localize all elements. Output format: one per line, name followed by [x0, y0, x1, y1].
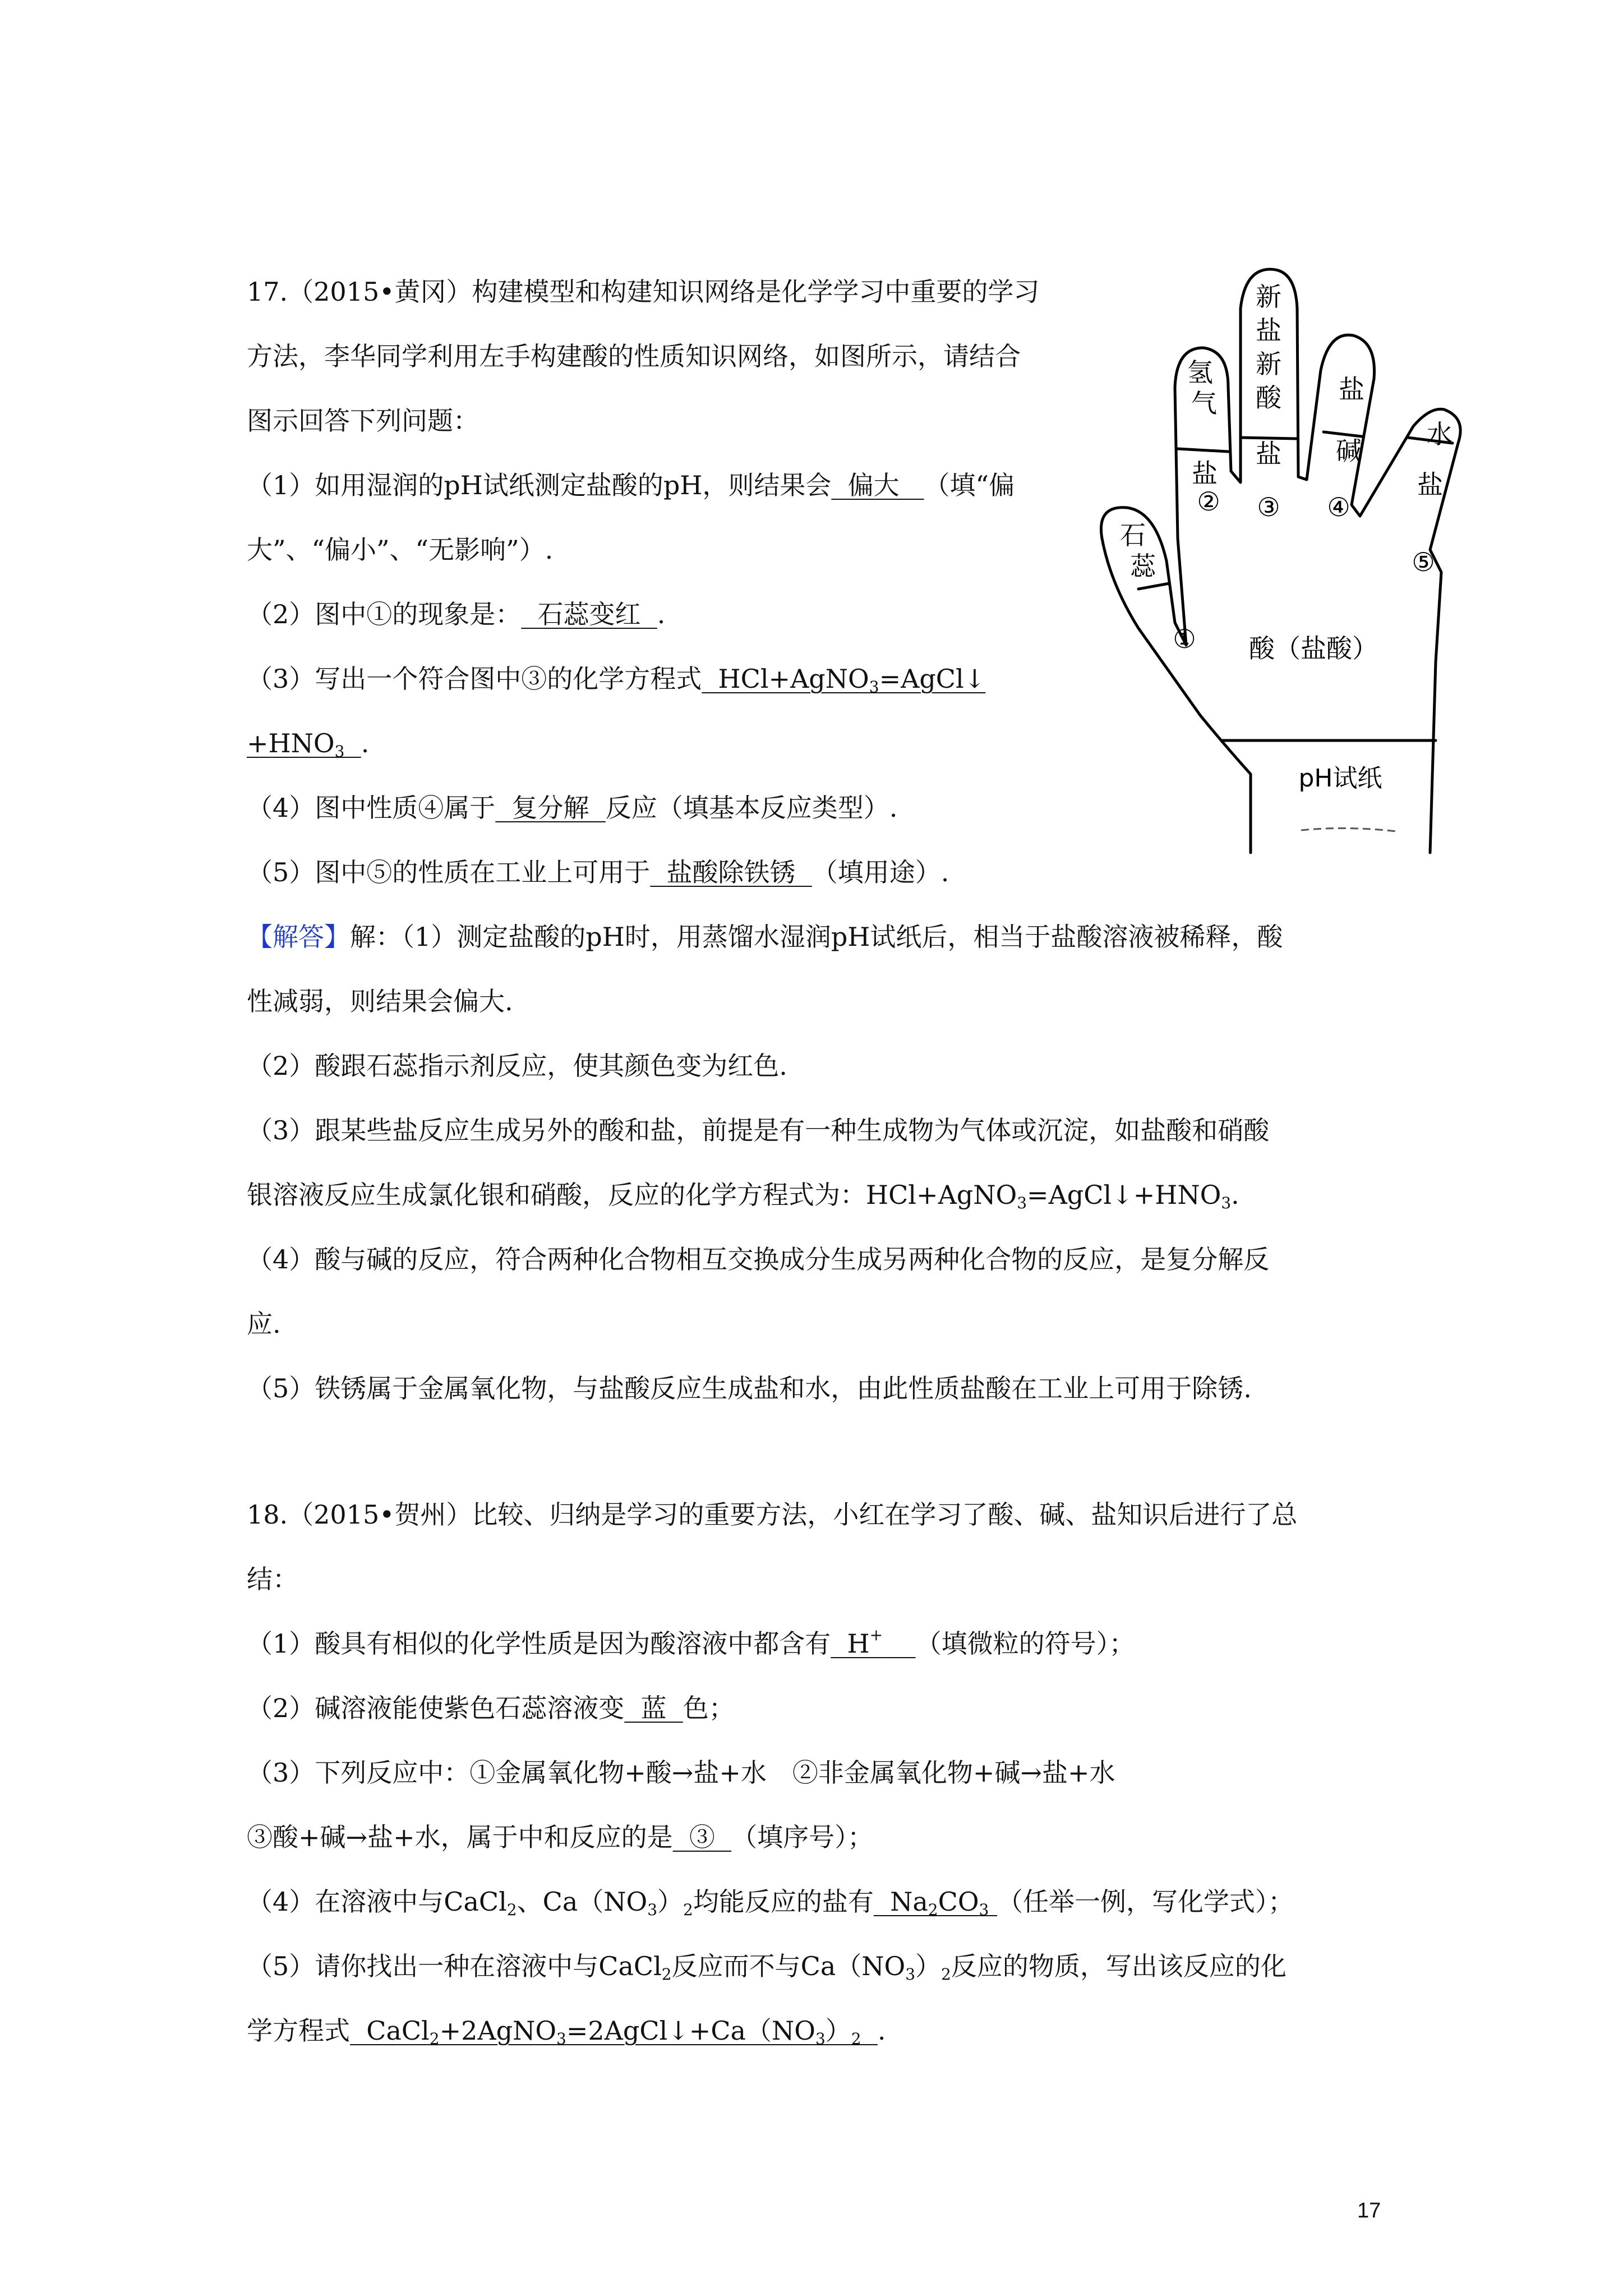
- circle-label-2: ②: [1197, 486, 1220, 517]
- q18-part4: （4）在溶液中与CaCl$_2$、$Ca(NO_3)_2$均能反应的盐有 $Na_2CO_3$ （任举一例，写化学式）；: [247, 1887, 1294, 1919]
- q17-solution-4b: 应.: [247, 1309, 281, 1339]
- q17-part3: （3）写出一个符合图中③的化学方程式 HCl+AgNO$_3$=AgCl↓: [247, 664, 986, 696]
- finger3-char-2: 碱: [1336, 436, 1362, 466]
- finger2-char-3: 新: [1256, 349, 1281, 379]
- circle-label-4: ④: [1327, 492, 1350, 522]
- page-number: 17: [1357, 2199, 1381, 2223]
- q17-part5: （5）图中⑤的性质在工业上可用于 盐酸除铁锈 （填用途）.: [247, 857, 949, 887]
- q17-intro-line-2: 方法，李华同学利用左手构建酸的性质知识网络，如图所示，请结合: [247, 341, 1021, 371]
- q17-answer-3-cont: $+HNO_3$: [247, 728, 345, 761]
- finger4-char-1: 水: [1427, 419, 1453, 449]
- solution-tag: 【解答】: [247, 922, 350, 952]
- q17-solution-4a: （4）酸与碱的反应，符合两种化合物相互交换成分生成另两种化合物的反应，是复分解反: [247, 1244, 1270, 1274]
- q17-answer-1: 偏大: [831, 470, 924, 500]
- q17-part3-cont: $+HNO_3$ .: [247, 728, 370, 761]
- circle-label-3: ③: [1257, 492, 1280, 522]
- finger1-char-2: 气: [1191, 388, 1217, 418]
- q18-answer-4: $Na_2CO_3$: [873, 1887, 989, 1919]
- q18-intro-line-2: 结：: [247, 1564, 298, 1594]
- q17-answer-2: 石蕊变红: [521, 599, 657, 629]
- q17-intro-line-3: 图示回答下列问题：: [247, 406, 479, 436]
- q17-answer-5: 盐酸除铁锈: [650, 857, 812, 887]
- q18-answer-5: $CaCl_2+2AgNO_3=2AgCl↓+Ca(NO_3)_2$: [350, 2016, 861, 2048]
- finger4-char-2: 盐: [1417, 470, 1443, 500]
- q18-part2: （2）碱溶液能使紫色石蕊溶液变 蓝 色；: [247, 1693, 735, 1723]
- q17-answer-4: 复分解: [495, 793, 606, 823]
- q17-answer-3: HCl+AgNO$_3$=AgCl↓: [702, 664, 986, 696]
- q17-solution-5: （5）铁锈属于金属氧化物，与盐酸反应生成盐和水，由此性质盐酸在工业上可用于除锈.: [247, 1373, 1252, 1404]
- q17-solution-1b: 性减弱，则结果会偏大.: [247, 986, 513, 1016]
- q17-part4: （4）图中性质④属于 复分解 反应（填基本反应类型）.: [247, 793, 898, 823]
- finger1-char-1: 氢: [1187, 357, 1213, 388]
- q17-solution-2: （2）酸跟石蕊指示剂反应，使其颜色变为红色.: [247, 1051, 787, 1081]
- q17-part1: （1）如用湿润的pH试纸测定盐酸的pH，则结果会 偏大 （填“偏: [247, 470, 1015, 500]
- q17-part2: （2）图中①的现象是： 石蕊变红 .: [247, 599, 666, 629]
- thumb-char-2: 蕊: [1130, 551, 1156, 581]
- q18-intro-line-1: 18.（2015•贺州）比较、归纳是学习的重要方法，小红在学习了酸、碱、盐知识后进行了总: [247, 1499, 1298, 1530]
- finger2-char-1: 新: [1256, 282, 1281, 312]
- q17-part1-cont: 大”、“偏小”、“无影响”）.: [247, 535, 554, 565]
- palm-label: 酸（盐酸）: [1249, 633, 1378, 664]
- wrist-label: pH试纸: [1298, 764, 1382, 793]
- circle-label-1: ①: [1173, 624, 1196, 654]
- q18-part1: （1）酸具有相似的化学性质是因为酸溶液中都含有 H+ （填微粒的符号）；: [247, 1626, 1135, 1659]
- q18-answer-1: H+: [831, 1626, 883, 1659]
- q17-solution-3a: （3）跟某些盐反应生成另外的酸和盐，前提是有一种生成物为气体或沉淀，如盐酸和硝酸: [247, 1115, 1270, 1145]
- q18-answer-3: ③: [672, 1822, 732, 1852]
- q18-part5: （5）请你找出一种在溶液中与CaCl$_2$反应而不与$Ca(NO_3)_2$反应的物质，写出该反应的化: [247, 1951, 1287, 1984]
- q17-intro-line-1: 17.（2015•黄冈）构建模型和构建知识网络是化学学习中重要的学习: [247, 277, 1040, 307]
- thumb-char-1: 石: [1120, 520, 1146, 550]
- finger2-char-4: 酸: [1256, 383, 1281, 413]
- q18-part5-equation: 学方程式 $CaCl_2+2AgNO_3=2AgCl↓+Ca(NO_3)_2$ .: [247, 2016, 886, 2048]
- finger3-char-1: 盐: [1339, 374, 1364, 404]
- q18-part3a: （3）下列反应中：①金属氧化物+酸→盐+水 ②非金属氧化物+碱→盐+水: [247, 1757, 1115, 1788]
- q17-solution-1a: 【解答】解：（1）测定盐酸的pH时，用蒸馏水湿润pH试纸后，相当于盐酸溶液被稀释，酸: [247, 922, 1283, 952]
- q18-answer-2: 蓝: [624, 1693, 683, 1723]
- finger1-char-3: 盐: [1192, 458, 1218, 489]
- circle-label-5: ⑤: [1412, 547, 1435, 577]
- finger2-char-5: 盐: [1256, 439, 1281, 469]
- hand-diagram: [1094, 258, 1497, 881]
- q18-part3b: ③酸+碱→盐+水，属于中和反应的是 ③ （填序号）；: [247, 1822, 874, 1852]
- q17-solution-3b: 银溶液反应生成氯化银和硝酸，反应的化学方程式为：$HCl+AgNO_3=AgCl↓+HNO_3$.: [247, 1180, 1239, 1212]
- finger2-char-2: 盐: [1256, 315, 1281, 346]
